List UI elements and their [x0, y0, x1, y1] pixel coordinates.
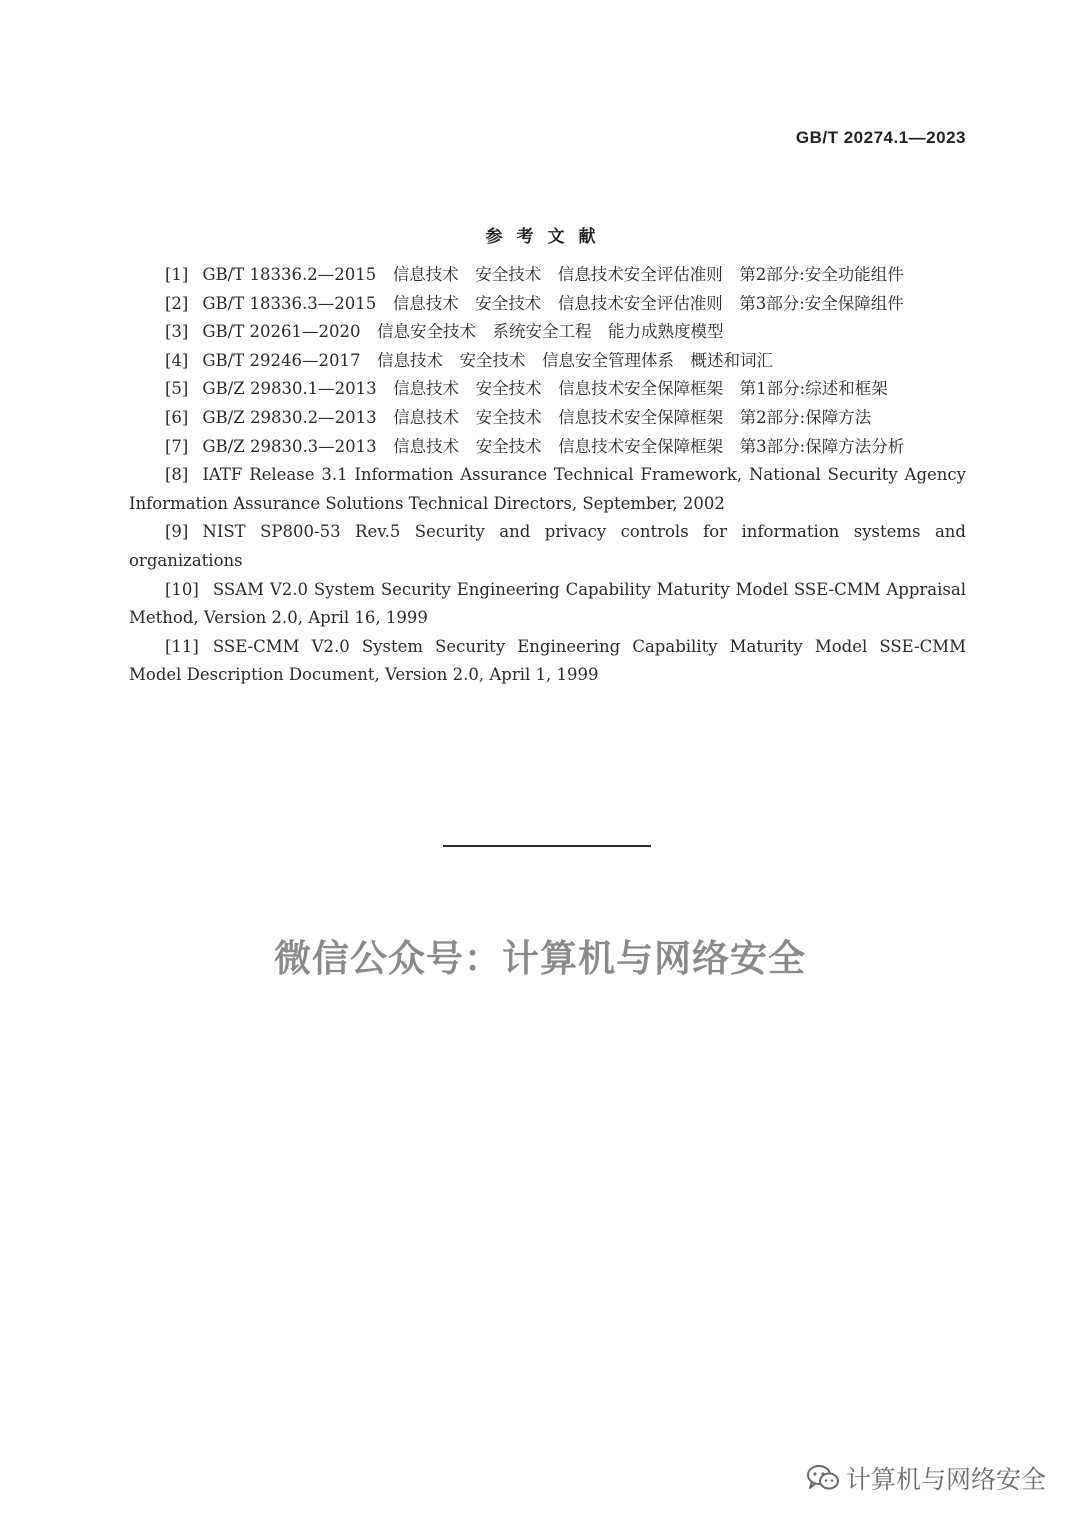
reference-item — [129, 375, 966, 404]
standard-code: GB/T 20274.1—2023 — [795, 128, 966, 147]
reference-item — [129, 518, 966, 575]
reference-number: [3] — [165, 322, 189, 342]
reference-text: GB/Z 29830.1—2013 信息技术 安全技术 信息技术安全保障框架 第1部分:综述和框架 — [202, 379, 888, 399]
reference-item — [129, 261, 966, 290]
wechat-icon — [806, 1463, 840, 1493]
reference-item — [129, 404, 966, 433]
reference-text: GB/Z 29830.3—2013 信息技术 安全技术 信息技术安全保障框架 第3部分:保障方法分析 — [202, 436, 905, 456]
reference-item — [129, 433, 966, 462]
reference-number: [7] — [165, 436, 189, 456]
watermark-corner-text: 计算机与网络安全 — [845, 1465, 1046, 1494]
reference-text: GB/T 18336.2—2015 信息技术 安全技术 信息技术安全评估准则 第2部分:安全功能组件 — [202, 265, 904, 284]
reference-number: [4] — [165, 350, 189, 370]
reference-text: IATF Release 3.1 Information Assurance Technical Framework, National Security Agency Information Assurance Solutions Technical Directors, September, 2002 — [129, 465, 966, 513]
reference-item — [129, 347, 966, 376]
end-divider — [443, 845, 651, 847]
reference-list — [129, 261, 966, 690]
reference-item — [129, 576, 966, 633]
watermark-center: 微信公众号：计算机与网络安全 — [274, 937, 806, 980]
reference-item — [129, 461, 966, 518]
reference-number: [10] — [165, 579, 199, 599]
reference-text: GB/T 29246—2017 信息技术 安全技术 信息安全管理体系 概述和词汇 — [202, 350, 773, 370]
reference-text: GB/T 18336.3—2015 信息技术 安全技术 信息技术安全评估准则 第3部分:安全保障组件 — [202, 293, 904, 313]
reference-item — [129, 633, 966, 690]
reference-number: [2] — [165, 293, 189, 313]
reference-number: [9] — [165, 522, 189, 542]
reference-text: NIST SP800-53 Rev.5 Security and privacy controls for information systems and organizations — [129, 522, 966, 570]
section-title: 参考文献 — [485, 227, 610, 247]
reference-number: [1] — [165, 265, 189, 284]
reference-number: [8] — [165, 465, 189, 485]
reference-text: GB/Z 29830.2—2013 信息技术 安全技术 信息技术安全保障框架 第2部分:保障方法 — [202, 407, 872, 427]
reference-text: GB/T 20261—2020 信息安全技术 系统安全工程 能力成熟度模型 — [202, 322, 724, 342]
reference-item — [129, 290, 966, 319]
reference-number: [6] — [165, 407, 189, 427]
reference-text: SSAM V2.0 System Security Engineering Capability Maturity Model SSE-CMM Appraisal Method, Version 2.0, April 16, 1999 — [129, 579, 966, 628]
reference-number: [11] — [165, 636, 199, 656]
reference-number: [5] — [165, 379, 189, 399]
watermark-corner — [806, 1460, 1046, 1496]
reference-item — [129, 318, 966, 347]
reference-text: SSE-CMM V2.0 System Security Engineering Capability Maturity Model SSE-CMM Model Description Document, Version 2.0, April 1, 1999 — [129, 636, 966, 685]
